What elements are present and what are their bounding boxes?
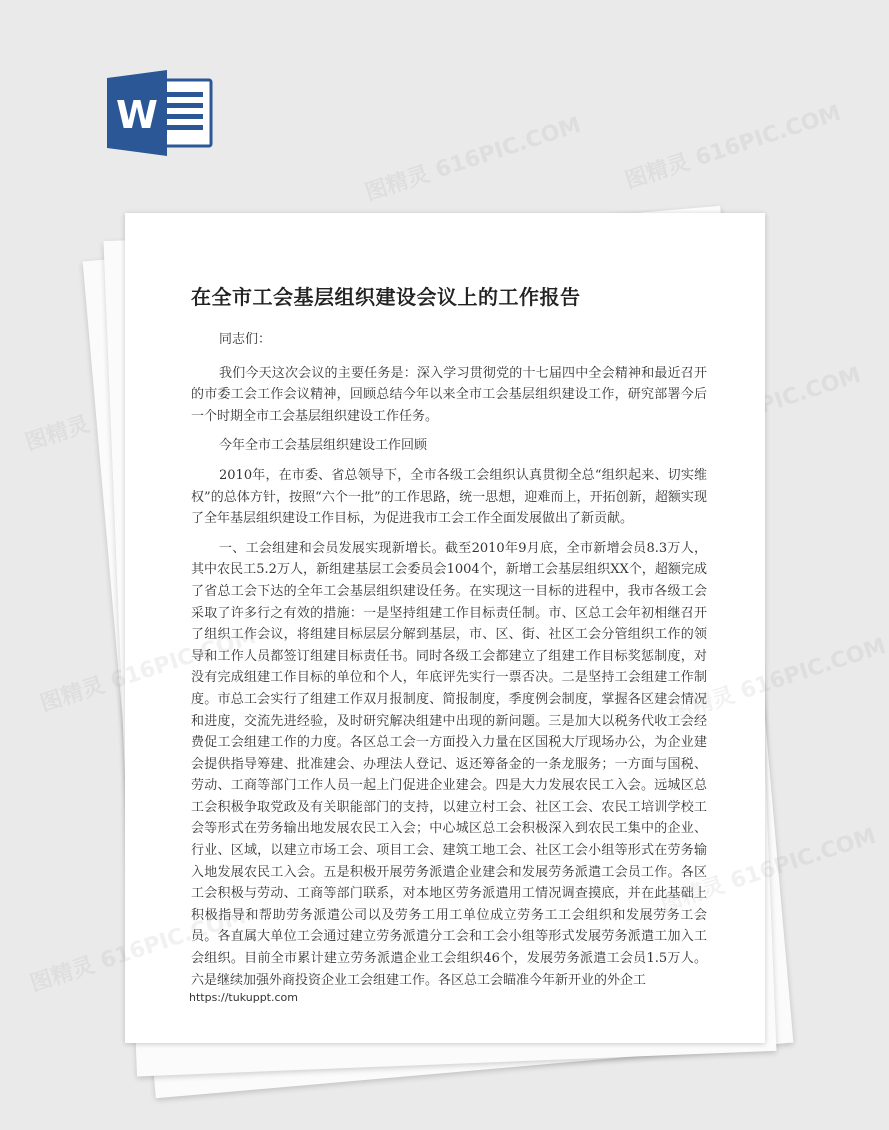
document-page bbox=[27, 213, 889, 1043]
paragraph: 同志们： bbox=[219, 332, 272, 347]
watermark: 图精灵 bbox=[22, 411, 93, 457]
word-app-icon bbox=[107, 70, 213, 156]
watermark: 图精灵 616PIC.COM bbox=[37, 623, 260, 718]
watermark: 图精灵 616PIC.COM bbox=[362, 112, 585, 207]
watermark: 图精灵 616PIC.COM bbox=[622, 100, 845, 195]
paragraph: 一、工会组建和会员发展实现新增长。截至2010年9月底，全市新增会员8.3万人，其中农民工5.2万人，新组建基层工会委员会1004个，新增工会基层组织XX个，超额完成了省总工会下达的全年工会基层组织建设任务。在实现这一目标的进程中，我市各级工会采取了许多行之有效的措施：一是坚持组建工作目标责任制。市、区总工会年初相继召开了组织工作会议，将组建目标层层分解到基层，市、区、街、社区工会分管组织工作的领导和工作人员都签订组建目标责任书。同时各级工会都建立了组建工作目标奖惩制度，对没有完成组建工作目标的单位和个人，年底评先实行一票否决。二是坚持工会组建工作制度。市总工会实行了组建工作双月报制度、简报制度，季度例会制度，掌握各区建会情况和进度，交流先进经验，及时研究解决组建中出现的新问题。三是加大以税务代收工会经费促工会组建工作的力度。各区总工会一方面投入力量在区国税大厅现场办公，为企业建会提供指导筹建、批准建会、办理法人登记、返还筹备金的一条龙服务；一方面与国税、劳动、工商等部门工作人员一起上门促进企业建会。四是大力发展农民工入会。远城区总工会积极争取党政及有关职能部门的支持，以建立村工会、社区工会、农民工培训学校工会等形式在劳务输出地发展农民工入会；中心城区总工会积极深入到农民工集中的企业、行业、区域，以建立市场工会、项目工会、建筑工地工会、社区工会小组等形式在劳务输入地发展农民工入会。五是积极开展劳务派遣企业建会和发展劳务派遣工会员工作。各区工会积极与劳动、工商等部门联系，对本地区劳务派遣用工情况调查摸底，并在此基础上积极指导和帮助劳务派遣公司以及劳务工用工单位成立劳务工工会组织和发展劳务工会员。各直属大单位工会通过建立劳务派遣分工会和工会小组等形式发展劳务派遣工加入工会组织。目前全市累计建立劳务派遣企业工会组织46个，发展劳务派遣工会员1.5万人。六是继续加强外商投资企业工会组建工作。各区总工会瞄准今年新开业的外企工 bbox=[191, 540, 707, 988]
watermark: 图精灵 616PIC.COM bbox=[27, 903, 250, 998]
section-heading: 今年全市工会基层组织建设工作回顾 bbox=[219, 438, 428, 454]
document-title: 在全市工会基层组织建设会议上的工作报告 bbox=[191, 285, 581, 309]
paragraph: 我们今天这次会议的主要任务是：深入学习贯彻党的十七届四中全会精神和最近召开的市委工会工作会议精神，回顾总结今年以来全市工会基层组织建设工作，研究部署今后一个时期全市工会基层组织建设工作任务。 bbox=[191, 365, 707, 424]
paragraph: 2010年，在市委、省总领导下，全市各级工会组织认真贯彻全总“组织起来、切实维权”的总体方针，按照“六个一批”的工作思路，统一思想，迎难而上，开拓创新，超额实现了全年基层组织建设工作目标，为促进我市工会工作全面发展做出了新贡献。 bbox=[191, 467, 707, 527]
watermark: 616PIC.COM bbox=[712, 362, 865, 434]
watermark: 图精灵 616PIC.COM bbox=[657, 823, 880, 918]
word-logo-letter: W bbox=[116, 93, 158, 137]
watermark: 图精灵 616PIC.COM bbox=[667, 633, 889, 728]
source-url: https://tukuppt.com bbox=[189, 991, 298, 1004]
document-body bbox=[191, 329, 707, 999]
